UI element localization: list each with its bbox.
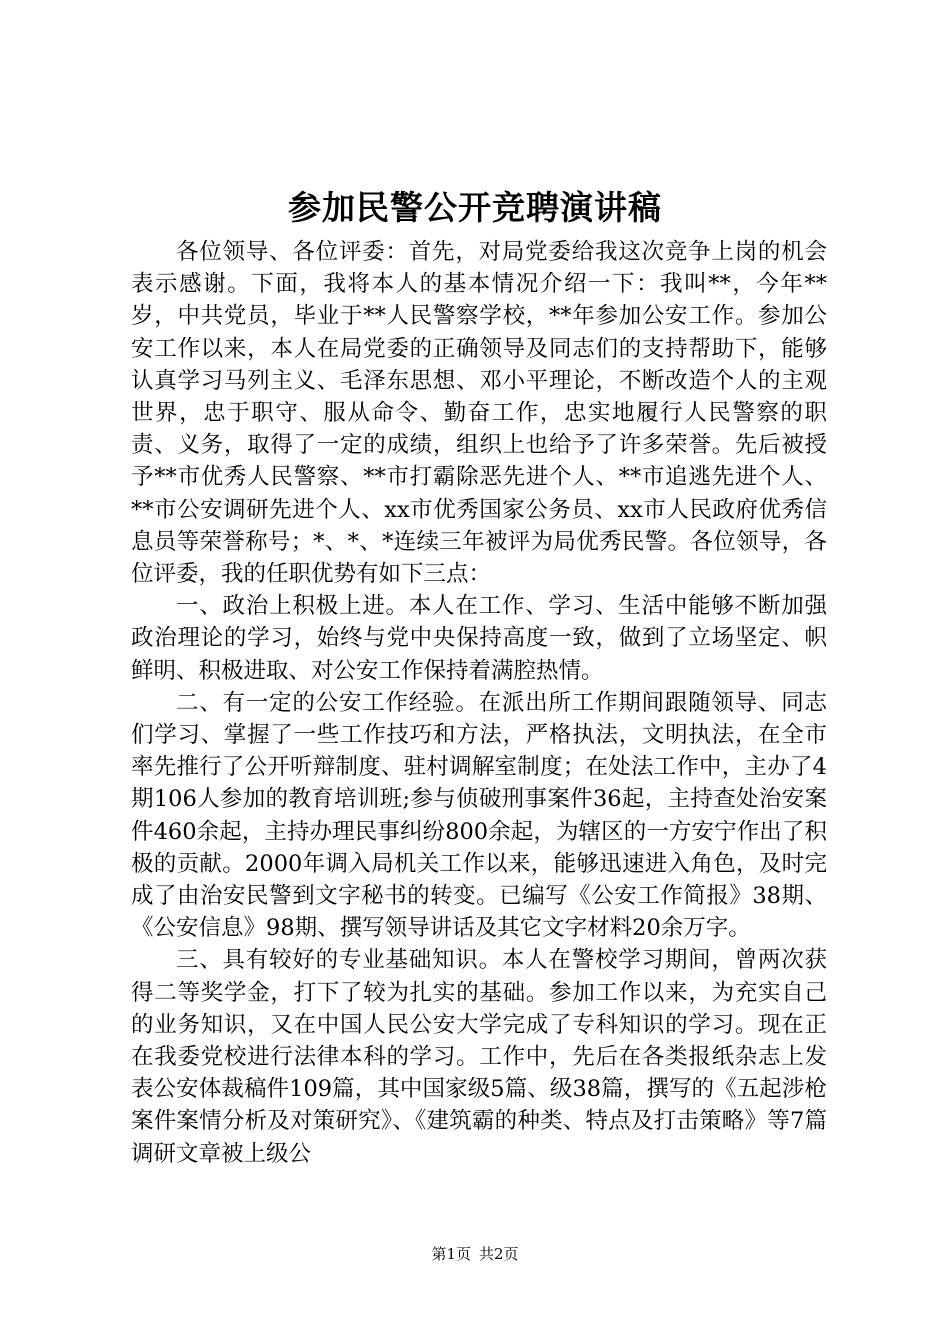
page-footer bbox=[0, 1244, 950, 1264]
page-number: 第1页 bbox=[431, 1245, 471, 1263]
document-title: 参加民警公开竞聘演讲稿 bbox=[288, 188, 662, 227]
paragraph-point-two: 二、有一定的公安工作经验。在派出所工作期间跟随领导、同志们学习、掌握了一些工作技巧和方法，严格执法，文明执法，在全市率先推行了公开听辩制度、驻村调解室制度；在处法工作中，主办了4期106人参加的教育培训班;参与侦破刑事案件36起，主持查处治安案件460余起，主持办理民事纠纷800余起，为辖区的一方安宁作出了积极的贡献。2000年调入局机关工作以来，能够迅速进入角色，及时完成了由治安民警到文字秘书的转变。已编写《公安工作简报》38期、《公安信息》98期、撰写领导讲话及其它文字材料20余万字。 bbox=[131, 689, 827, 942]
paragraph-point-three: 三、具有较好的专业基础知识。本人在警校学习期间，曾两次获得二等奖学金，打下了较为扎实的基础。参加工作以来，为充实自己的业务知识，又在中国人民公安大学完成了专科知识的学习。现在正在我委党校进行法律本科的学习。工作中，先后在各类报纸杂志上发表公安体裁稿件109篇，其中国家级5篇、级38篇，撰写的《五起涉枪案件案情分析及对策研究》、《建筑霸的种类、特点及打击策略》等7篇调研文章被上级公 bbox=[131, 947, 827, 1167]
paragraph-intro: 各位领导、各位评委：首先，对局党委给我这次竞争上岗的机会表示感谢。下面，我将本人的基本情况介绍一下：我叫**，今年**岁，中共党员，毕业于**人民警察学校，**年参加公安工作。参加公安工作以来，本人在局党委的正确领导及同志们的支持帮助下，能够认真学习马列主义、毛泽东思想、邓小平理论，不断改造个人的主观世界，忠于职守、服从命令、勤奋工作，忠实地履行人民警察的职责、义务，取得了一定的成绩，组织上也给予了许多荣誉。先后被授予**市优秀人民警察、**市打霸除恶先进个人、**市追逃先进个人、**市公安调研先进个人、xx市优秀国家公务员、xx市人民政府优秀信息员等荣誉称号；*、*、*连续三年被评为局优秀民警。各位领导，各位评委，我的任职优势有如下三点： bbox=[131, 239, 827, 588]
paragraph-point-one: 一、政治上积极上进。本人在工作、学习、生活中能够不断加强政治理论的学习，始终与党中央保持高度一致，做到了立场坚定、帜鲜明、积极进取、对公安工作保持着满腔热情。 bbox=[131, 593, 827, 684]
document-body bbox=[131, 236, 827, 1170]
page-total: 共2页 bbox=[479, 1245, 519, 1263]
